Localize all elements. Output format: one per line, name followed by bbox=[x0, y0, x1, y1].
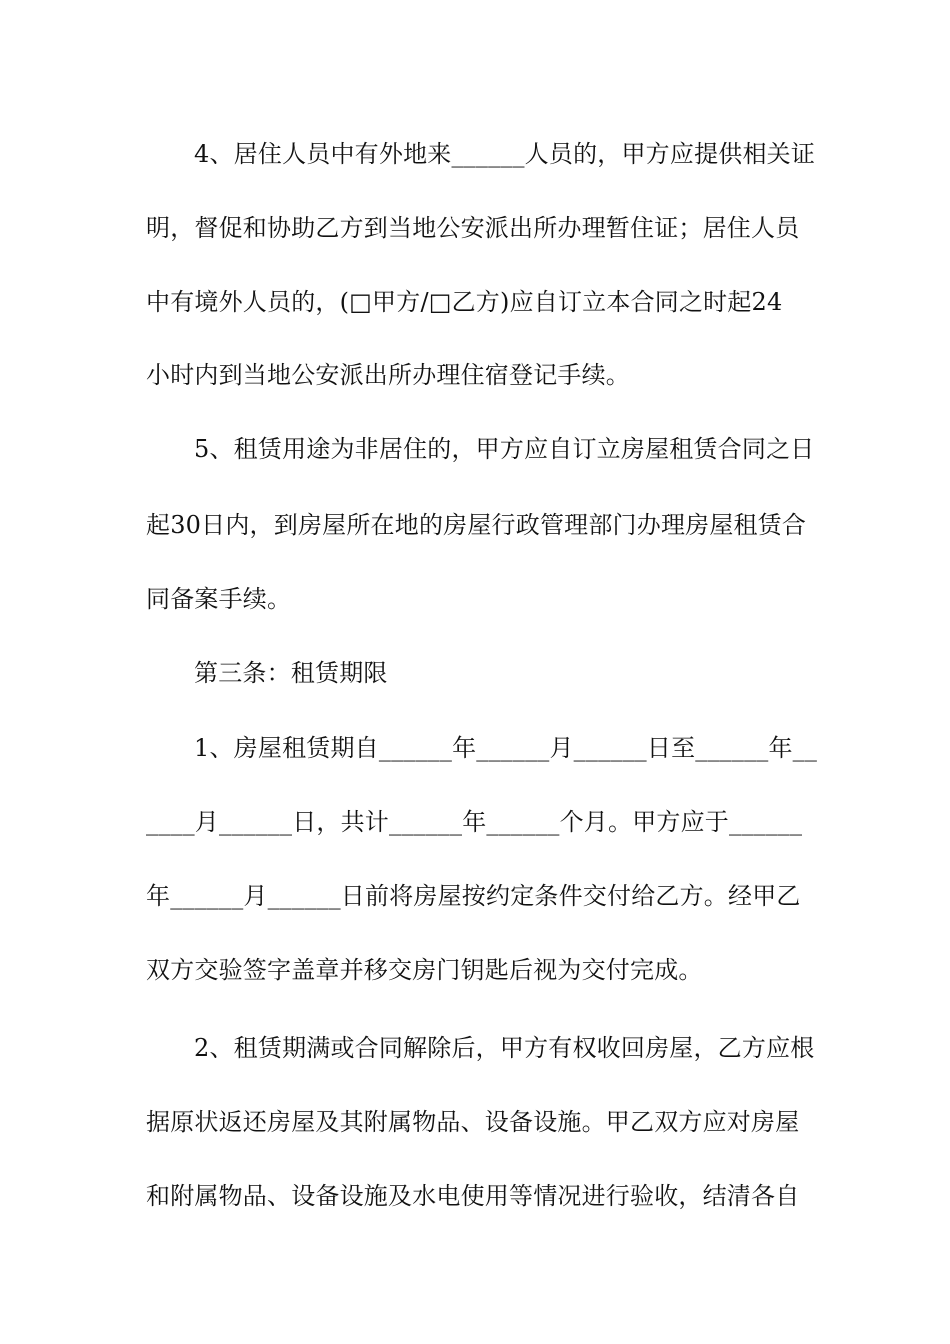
paragraph-5-line-3: 同备案手续。 bbox=[146, 585, 292, 613]
section-heading-lease-term: 第三条：租赁期限 bbox=[194, 659, 388, 687]
paragraph-5-line-2: 起30日内，到房屋所在地的房屋行政管理部门办理房屋租赁合 bbox=[146, 511, 807, 539]
term-1-line-3: 年______月______日前将房屋按约定条件交付给乙方。经甲乙 bbox=[146, 882, 801, 910]
paragraph-4-line-2: 明，督促和协助乙方到当地公安派出所办理暂住证；居住人员 bbox=[146, 214, 800, 242]
term-1-line-4: 双方交验签字盖章并移交房门钥匙后视为交付完成。 bbox=[146, 956, 703, 984]
paragraph-4-line-1: 4、居住人员中有外地来______人员的，甲方应提供相关证 bbox=[194, 140, 816, 168]
term-2-line-1: 2、租赁期满或合同解除后，甲方有权收回房屋，乙方应根 bbox=[194, 1034, 815, 1062]
paragraph-5-line-1: 5、租赁用途为非居住的，甲方应自订立房屋租赁合同之日 bbox=[194, 435, 815, 463]
term-1-line-2: ____月______日，共计______年______个月。甲方应于______ bbox=[146, 808, 803, 836]
paragraph-4-line-3: 中有境外人员的，(□甲方/□乙方)应自订立本合同之时起24 bbox=[146, 288, 783, 316]
term-2-line-2: 据原状返还房屋及其附属物品、设备设施。甲乙双方应对房屋 bbox=[146, 1108, 800, 1136]
term-1-line-1: 1、房屋租赁期自______年______月______日至______年__ bbox=[194, 734, 818, 762]
paragraph-4-line-4: 小时内到当地公安派出所办理住宿登记手续。 bbox=[146, 361, 630, 389]
term-2-line-3: 和附属物品、设备设施及水电使用等情况进行验收，结清各自 bbox=[146, 1182, 800, 1210]
